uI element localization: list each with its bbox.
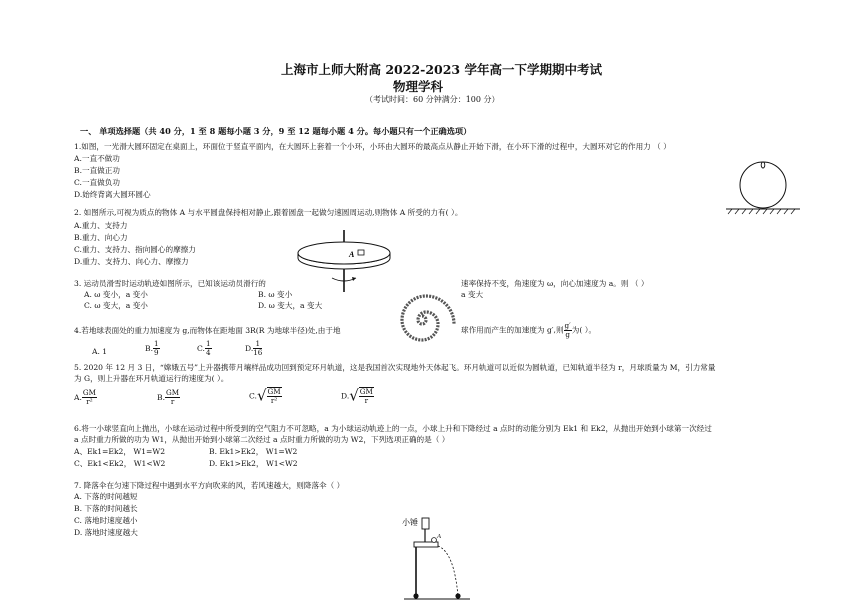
q5-option-d-label: D. (341, 391, 350, 401)
q2-turntable-figure (292, 228, 398, 294)
q5-option-c-label: C. (249, 391, 257, 401)
q5-line1: 5. 2020 年 12 月 3 日，“嫦娥五号”上升器携带月壤样品成功回到预定环月轨道，这是我国首次实现地外天体起飞。环月轨道可以近似为圆轨道，已知轨道半径为 r，月球质量为 M，引力常量 (74, 363, 716, 372)
hammer-head (422, 518, 429, 529)
disk-top (298, 242, 390, 264)
q4-option-d-label: D. (245, 344, 254, 353)
q1-option-b: B.一直做正功 (74, 166, 120, 175)
q6-option-c: C、Ek1<Ek2， W1<W2 (74, 459, 166, 468)
small-ring (761, 162, 765, 168)
q4-option-c (197, 340, 212, 357)
q6-line1: 6.将一小球竖直向上抛出，小球在运动过程中所受到的空气阻力不可忽略，a 为小球运动轨迹上的一点，小球上升和下降经过 a 点时的动能分别为 Ek1 和 Ek2，从抛出开始到小球第一次经过 (74, 424, 712, 433)
q5-option-b-den: r (170, 397, 175, 406)
q3-option-d: D. ω 变大，a 变大 (258, 301, 323, 310)
rotation-arrowhead (352, 277, 356, 281)
q5-option-b-label: B. (157, 393, 165, 402)
q4-option-c-num: 1 (205, 339, 211, 348)
ball-a (432, 538, 437, 543)
hammer-label: 小锤 (402, 518, 418, 527)
q7-option-a: A. 下落的时间越短 (74, 492, 138, 501)
q2-option-a: A.重力、支持力 (74, 221, 128, 230)
exam-info: （考试时间：60 分钟满分：100 分） (365, 95, 500, 104)
q5-option-d (341, 387, 374, 405)
q1-stem: 1.如图，一光滑大圆环固定在桌面上，环面位于竖直平面内，在大圆环上套着一个小环，小环由大圆环的最高点从静止开始下滑，在小环下滑的过程中，大圆环对它的作用力 （ ） (74, 142, 671, 151)
big-hoop (740, 162, 786, 208)
q5-option-c-sqrt-icon: √ (256, 386, 267, 405)
q7-option-c: C. 落地时速度越小 (74, 516, 138, 525)
q7-hammer-figure (398, 512, 476, 604)
q2-option-c: C.重力、支持力、指向圆心的摩擦力 (74, 245, 196, 254)
q5-option-a-frac (82, 389, 97, 406)
q4-ratio (564, 322, 572, 339)
object-a-block (358, 250, 364, 255)
q4-stem-right (461, 322, 596, 339)
q6-line2: a 点时重力所做的功为 W1，从抛出开始到小球第二次经过 a 点时重力所做的功为 W2，下列选项正确的是（ ） (74, 435, 450, 444)
q4-stem-right-a: 球作用而产生的加速度为 g′,则 (461, 325, 564, 335)
q3-option-b-tail: a 变大 (461, 290, 484, 299)
q3-stem-left: 3. 运动员滑雪时运动轨迹如图所示，已知该运动员滑行的 (74, 279, 266, 288)
q5-option-c-num: GM (267, 387, 281, 396)
q5-option-b (157, 389, 180, 406)
q1-option-d: D.始终背离大圆环圆心 (74, 190, 151, 199)
q5-option-a-den: r² (86, 397, 93, 406)
q4-option-d-frac (253, 340, 262, 357)
q3-stem-right: 速率保持不变，角速度为 ω，向心加速度为 a。则 （ ） (461, 279, 649, 288)
q4-option-b-label: B. (145, 344, 153, 353)
object-a-label: A (349, 250, 355, 259)
q2-option-d: D.重力、支持力、向心力、摩擦力 (74, 257, 189, 266)
exam-title: 上海市上师大附高 2022-2023 学年高一下学期期中考试 (281, 62, 602, 77)
q1-option-a: A.一直不做功 (74, 154, 120, 163)
q1-option-c: C.一直做负功 (74, 178, 120, 187)
q5-line2: 为 G，则上升器在环月轨道运行的速度为( ）。 (74, 374, 229, 383)
section-1-heading: 一、 单项选择题（共 40 分，1 至 8 题每小题 3 分，9 至 12 题每小题 4 分。每小题只有一个正确选项） (80, 126, 472, 136)
q6-option-d: D. Ek1>Ek2， W1<W2 (209, 459, 298, 468)
q4-option-d-den: 16 (253, 348, 263, 357)
q4-ratio-num: g′ (564, 321, 571, 330)
q5-option-a-label: A. (74, 393, 82, 402)
q4-option-b (145, 340, 160, 357)
ski-trajectory (402, 296, 454, 340)
q7-stem: 7. 降落伞在匀速下降过程中遇到水平方向吹来的风，若风速越大，则降落伞（ ） (74, 481, 345, 490)
q4-option-c-label: C. (197, 344, 205, 353)
q5-option-c-frac (267, 387, 282, 405)
q2-option-b: B.重力、向心力 (74, 233, 128, 242)
q2-stem: 2. 如图所示,可视为质点的物体 A 与水平圆盘保持相对静止,跟着圆盘一起做匀速圆周运动,则物体 A 所受的力有( ）。 (74, 208, 463, 217)
q5-option-b-frac (165, 389, 180, 406)
q5-option-b-num: GM (166, 388, 180, 397)
q4-option-d (245, 340, 262, 357)
ball-a-label: A (437, 533, 441, 540)
q5-option-a (74, 389, 97, 406)
q5-option-c-den: r² (270, 396, 278, 405)
q5-option-d-frac (359, 387, 374, 405)
landing-ball-left (413, 593, 418, 598)
q7-option-d: D. 落地时速度越大 (74, 528, 138, 537)
q5-option-a-num: GM (82, 388, 97, 397)
q4-ratio-den: g (565, 330, 570, 339)
q7-option-b: B. 下落的时间越长 (74, 504, 138, 513)
q4-stem-right-b: 为( ）。 (571, 325, 597, 335)
q3-spiral-figure (384, 282, 460, 358)
q4-option-b-den: 9 (154, 348, 159, 357)
q4-option-b-frac (153, 340, 160, 357)
q3-option-c: C. ω 变大，a 变小 (84, 301, 148, 310)
q4-stem-left: 4.若地球表面处的重力加速度为 g,而物体在距地面 3R(R 为地球半径)处,由于地 (74, 326, 341, 335)
projectile-path (438, 546, 458, 596)
q5-option-c (249, 387, 282, 405)
subject-title: 物理学科 (393, 79, 444, 94)
q4-option-a: A. 1 (92, 347, 108, 356)
q4-option-b-num: 1 (154, 339, 159, 348)
q5-option-d-num: GM (359, 387, 373, 396)
q4-option-c-frac (205, 340, 212, 357)
q4-option-c-den: 4 (205, 348, 211, 357)
q1-hoop-figure (722, 158, 804, 216)
q3-option-a: A. ω 变小，a 变小 (84, 290, 148, 299)
q3-option-b: B. ω 变小 (258, 290, 293, 299)
q5-option-d-sqrt-icon: √ (349, 386, 359, 405)
landing-ball-right (455, 593, 460, 598)
q6-option-b: B. Ek1>Ek2， W1=W2 (209, 447, 298, 456)
q4-option-d-num: 1 (253, 340, 262, 349)
q6-option-a: A、Ek1=Ek2， W1=W2 (74, 447, 166, 456)
q5-option-d-den: r (364, 396, 369, 405)
